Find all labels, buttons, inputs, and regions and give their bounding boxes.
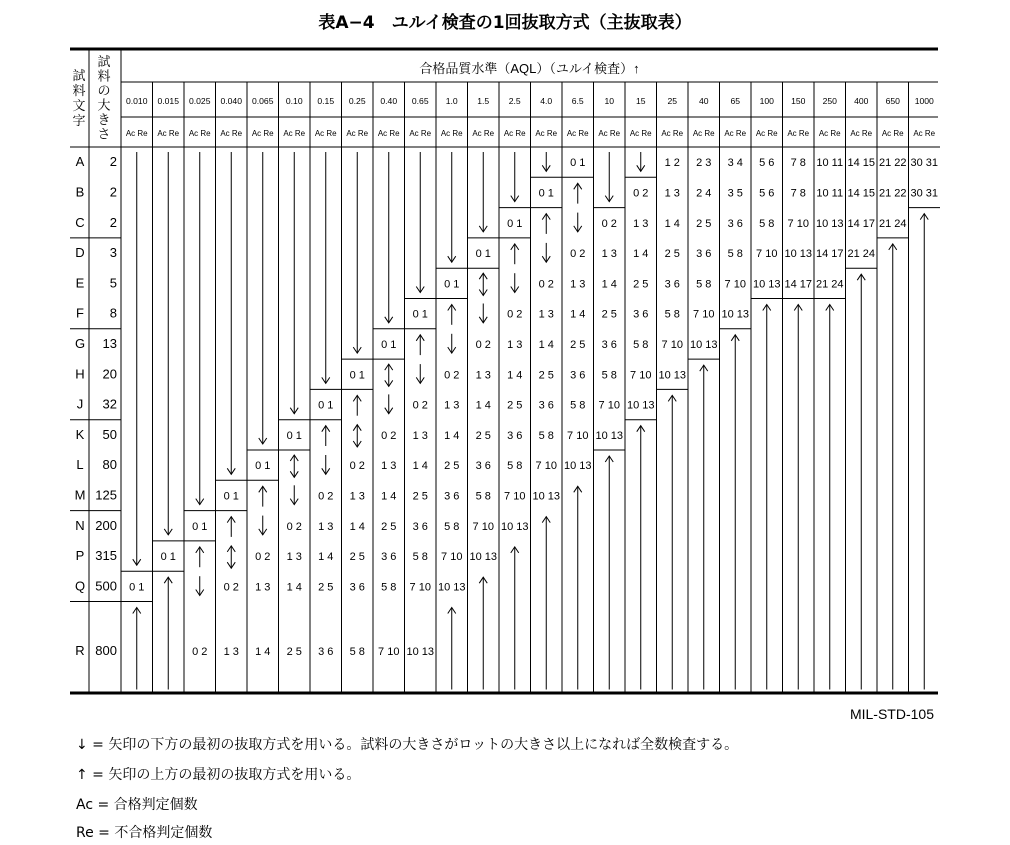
acre-value: 1 4 [475,399,491,412]
acre-label: Ac Re [787,129,810,138]
aql-level: 40 [698,96,709,106]
acre-label: Ac Re [220,129,243,138]
acre-value: 10 13 [437,581,466,594]
acre-value: 10 13 [752,278,781,291]
acre-value: 1 4 [570,308,586,321]
acre-value: 21 22 [878,157,907,170]
acre-label: Ac Re [188,129,211,138]
acre-value: 0 1 [538,187,554,200]
aql-level: 400 [854,96,869,106]
acre-value: 0 2 [475,338,491,351]
sample-size: 13 [102,335,117,351]
header-size-char: 大 [97,97,111,113]
acre-value: 1 3 [664,187,680,200]
acre-value: 10 13 [658,369,687,382]
acre-label: Ac Re [850,129,873,138]
sample-size: 20 [102,366,117,382]
sample-code: B [75,184,85,200]
acre-label: Ac Re [566,129,589,138]
sample-size: 32 [102,396,117,412]
acre-value: 10 13 [784,248,813,261]
acre-value: 1 4 [349,520,365,533]
aql-level: 0.065 [251,96,274,106]
sample-code: M [74,487,86,503]
aql-level: 65 [730,96,741,106]
acre-value: 7 10 [409,581,431,594]
header-code-char: 試 [72,68,86,83]
header-code-char: 字 [72,113,86,128]
acre-value: 3 6 [570,369,586,382]
acre-value: 5 8 [538,429,554,442]
acre-value: 1 4 [318,551,334,564]
aql-level: 1.5 [477,96,490,106]
acre-value: 7 10 [787,217,809,230]
aql-level: 2.5 [508,96,521,106]
aql-level: 0.025 [188,96,211,106]
acre-value: 2 5 [696,217,712,230]
acre-value: 0 2 [286,520,302,533]
legend-text: 不合格判定個数 [114,825,213,841]
acre-value: 5 8 [412,551,428,564]
acre-value: 2 5 [318,581,334,594]
sample-size: 315 [95,548,117,564]
acre-value: 21 24 [847,248,876,261]
acre-value: 0 2 [318,490,334,503]
acre-value: 2 5 [664,248,680,261]
acre-value: 14 15 [847,157,876,170]
acre-value: 1 4 [255,646,271,658]
acre-label: Ac Re [503,129,526,138]
acre-value: 7 8 [790,187,806,200]
sample-size: 2 [109,184,117,200]
acre-value: 0 1 [475,248,491,261]
acre-value: 0 1 [349,369,365,382]
acre-value: 2 4 [696,187,712,200]
acre-value: 7 10 [630,369,652,382]
acre-value: 0 1 [318,399,334,412]
acre-value: 0 2 [444,369,460,382]
source-label: MIL-STD-105 [849,706,934,722]
acre-value: 2 5 [286,646,302,658]
acre-value: 1 4 [633,248,649,261]
aql-level: 6.5 [571,96,584,106]
sample-code: D [75,245,85,261]
acre-label: Ac Re [472,129,495,138]
sample-code: G [74,335,86,351]
acre-value: 2 5 [444,460,460,473]
acre-value: 1 3 [286,551,302,564]
sample-size: 8 [109,305,117,321]
acre-value: 21 24 [815,278,844,291]
acre-value: 1 4 [444,429,460,442]
sample-code: E [75,275,85,291]
acre-value: 1 3 [475,369,491,382]
sample-code: L [76,457,84,473]
acre-value: 1 3 [223,646,239,658]
acre-value: 1 2 [664,157,680,170]
aql-level: 0.40 [380,96,398,106]
acre-value: 0 1 [129,581,145,594]
acre-value: 3 6 [696,248,712,261]
aql-level: 1.0 [445,96,458,106]
acre-value: 0 1 [192,520,208,533]
acre-label: Ac Re [377,129,400,138]
sample-size: 200 [95,517,117,533]
acre-value: 10 13 [500,520,529,533]
acre-value: 1 4 [412,460,428,473]
acre-value: 3 6 [381,551,397,564]
header-size-char: 料 [97,68,111,84]
acre-value: 1 3 [444,399,460,412]
sample-code: R [75,643,85,658]
acre-value: 0 2 [601,217,617,230]
acre-value: 10 13 [721,308,750,321]
aql-level: 650 [885,96,900,106]
acre-value: 0 2 [412,399,428,412]
acre-value: 30 31 [910,157,939,170]
acre-value: 2 5 [633,278,649,291]
acre-value: 2 5 [412,490,428,503]
legend-key: Ac = [76,797,110,813]
aql-level: 0.010 [125,96,148,106]
acre-label: Ac Re [724,129,747,138]
acre-label: Ac Re [629,129,652,138]
acre-value: 10 13 [532,490,561,503]
acre-value: 14 17 [784,278,813,291]
acre-value: 7 10 [661,338,683,351]
acre-value: 5 8 [633,338,649,351]
acre-value: 7 10 [441,551,463,564]
acre-value: 3 6 [664,278,680,291]
aql-level: 4.0 [540,96,553,106]
acre-value: 0 2 [255,551,271,564]
aql-level: 250 [822,96,837,106]
acre-value: 21 24 [878,217,907,230]
acre-label: Ac Re [157,129,180,138]
acre-value: 5 8 [696,278,712,291]
sample-size: 80 [102,457,117,473]
acre-value: 3 6 [507,429,523,442]
acre-value: 5 8 [727,248,743,261]
acre-value: 0 1 [160,551,176,564]
acre-value: 7 10 [535,460,557,473]
acre-value: 5 8 [444,520,460,533]
acre-value: 7 10 [693,308,715,321]
acre-label: Ac Re [661,129,684,138]
acre-label: Ac Re [881,129,904,138]
acre-value: 5 8 [570,399,586,412]
aql-level: 150 [791,96,806,106]
aql-level: 25 [667,96,678,106]
sample-size: 3 [109,245,117,261]
aql-level: 0.15 [317,96,335,106]
table-title: 表A−4 ユルイ検査の1回抜取方式（主抜取表） [318,13,692,33]
acre-value: 1 3 [601,248,617,261]
acre-value: 1 3 [318,520,334,533]
acre-value: 1 3 [255,581,271,594]
acre-value: 0 2 [538,278,554,291]
acre-value: 0 1 [286,429,302,442]
acre-value: 5 8 [349,646,365,658]
acre-value: 3 6 [475,460,491,473]
acre-value: 10 11 [816,187,844,200]
acre-value: 3 6 [412,520,428,533]
acre-value: 0 1 [444,278,460,291]
acre-value: 10 13 [626,399,655,412]
legend-text: 合格判定個数 [113,797,198,813]
header-code-char: 料 [72,83,86,98]
sample-size: 50 [102,426,117,442]
acre-value: 14 15 [847,187,876,200]
acre-label: Ac Re [755,129,778,138]
acre-value: 5 8 [507,460,523,473]
aql-level: 10 [604,96,615,106]
acre-value: 2 5 [381,520,397,533]
acre-value: 7 10 [598,399,620,412]
acre-label: Ac Re [283,129,306,138]
acre-value: 0 2 [570,248,586,261]
acre-value: 2 3 [696,157,712,170]
acre-value: 0 2 [192,646,208,658]
sample-size: 2 [109,214,117,230]
acre-value: 0 1 [381,338,397,351]
acre-value: 0 1 [412,308,428,321]
sample-size: 125 [95,487,117,503]
acre-value: 7 10 [724,278,746,291]
acre-value: 10 13 [689,338,718,351]
acre-value: 5 8 [664,308,680,321]
acre-value: 10 13 [815,217,844,230]
acre-value: 0 1 [507,217,523,230]
acre-value: 1 4 [601,278,617,291]
acre-value: 10 13 [595,429,624,442]
acre-value: 1 3 [381,460,397,473]
acre-value: 0 1 [223,490,239,503]
acre-value: 0 2 [223,581,239,594]
sample-code: P [75,548,85,564]
acre-label: Ac Re [692,129,715,138]
acre-value: 7 10 [472,520,494,533]
header-size-char: さ [97,126,111,142]
acre-value: 1 3 [633,217,649,230]
acre-value: 0 1 [255,460,271,473]
sample-code: F [76,305,84,321]
legend-text: 矢印の下方の最初の抜取方式を用いる。試料の大きさがロットの大きさ以上になれば全数検査する。 [108,737,739,753]
acre-label: Ac Re [314,129,337,138]
legend-down-arrow [76,734,738,754]
sample-code: N [75,517,85,533]
legend-re [76,822,212,842]
acre-value: 1 3 [538,308,554,321]
acre-value: 14 17 [847,217,876,230]
aql-level: 0.25 [348,96,366,106]
sample-size: 2 [109,154,117,170]
acre-value: 2 5 [538,369,554,382]
acre-value: 14 17 [815,248,844,261]
aql-level: 15 [635,96,646,106]
legend-ac [76,794,198,814]
acre-value: 5 8 [475,490,491,503]
legend-up-arrow [76,764,360,784]
acre-label: Ac Re [913,129,936,138]
acre-value: 3 6 [349,581,365,594]
aql-title: 合格品質水準（AQL）（ユルイ検査）↑ [419,61,640,76]
header-size-char: の [97,83,111,98]
acre-value: 7 10 [567,429,589,442]
acre-value: 10 13 [406,646,435,658]
acre-label: Ac Re [818,129,841,138]
acre-value: 30 31 [910,187,939,200]
acre-value: 0 2 [381,429,397,442]
acre-value: 3 4 [727,157,743,170]
acre-value: 3 6 [538,399,554,412]
acre-value: 1 4 [507,369,523,382]
acre-value: 0 1 [570,157,586,170]
aql-level: 100 [759,96,774,106]
acre-value: 7 8 [790,157,806,170]
acre-value: 5 8 [759,217,775,230]
acre-label: Ac Re [440,129,463,138]
acre-value: 7 10 [504,490,526,503]
acre-value: 0 2 [507,308,523,321]
acre-value: 3 5 [727,187,743,200]
legend-key: ↓ = [76,737,104,753]
acre-value: 2 5 [349,551,365,564]
sample-code: K [75,426,85,442]
header-code-char: 文 [72,98,86,113]
sample-size: 5 [109,275,117,291]
acre-value: 10 11 [816,157,844,170]
acre-value: 5 8 [601,369,617,382]
aql-level: 0.10 [285,96,303,106]
acre-value: 1 4 [381,490,397,503]
sample-code: Q [74,578,86,594]
aql-level: 0.65 [411,96,429,106]
acre-label: Ac Re [409,129,432,138]
legend-key: ↑ = [76,767,104,783]
sample-code: A [75,154,85,170]
acre-label: Ac Re [251,129,274,138]
acre-value: 5 6 [759,187,775,200]
acre-value: 3 6 [444,490,460,503]
acre-value: 0 2 [349,460,365,473]
aql-level: 0.040 [220,96,243,106]
acre-value: 1 3 [570,278,586,291]
sample-code: J [76,396,84,412]
header-size-char: 試 [97,54,111,69]
aql-level: 1000 [914,96,934,106]
acre-value: 3 6 [633,308,649,321]
acre-value: 2 5 [570,338,586,351]
acre-value: 2 5 [507,399,523,412]
acre-value: 3 6 [727,217,743,230]
acre-value: 2 5 [475,429,491,442]
acre-value: 1 3 [507,338,523,351]
acre-value: 3 6 [601,338,617,351]
acre-label: Ac Re [346,129,369,138]
sample-code: H [75,366,85,382]
acre-label: Ac Re [598,129,621,138]
header-size-char: き [97,112,111,127]
acre-value: 1 3 [412,429,428,442]
acre-value: 7 10 [378,646,400,658]
acre-value: 5 6 [759,157,775,170]
legend-text: 矢印の上方の最初の抜取方式を用いる。 [108,767,361,783]
acre-value: 10 13 [469,551,498,564]
acre-value: 1 3 [349,490,365,503]
acre-value: 10 13 [563,460,592,473]
aql-level: 0.015 [157,96,180,106]
sample-code: C [75,214,85,230]
acre-value: 21 22 [878,187,907,200]
acre-value: 1 4 [286,581,302,594]
acre-value: 2 5 [601,308,617,321]
acre-value: 1 4 [538,338,554,351]
sample-size: 800 [95,643,117,658]
acre-label: Ac Re [535,129,558,138]
acre-value: 1 4 [664,217,680,230]
acre-label: Ac Re [125,129,148,138]
sample-size: 500 [95,578,117,594]
acre-value: 3 6 [318,646,334,658]
acre-value: 7 10 [756,248,778,261]
legend-key: Re = [76,825,110,841]
acre-value: 0 2 [633,187,649,200]
acre-value: 5 8 [381,581,397,594]
